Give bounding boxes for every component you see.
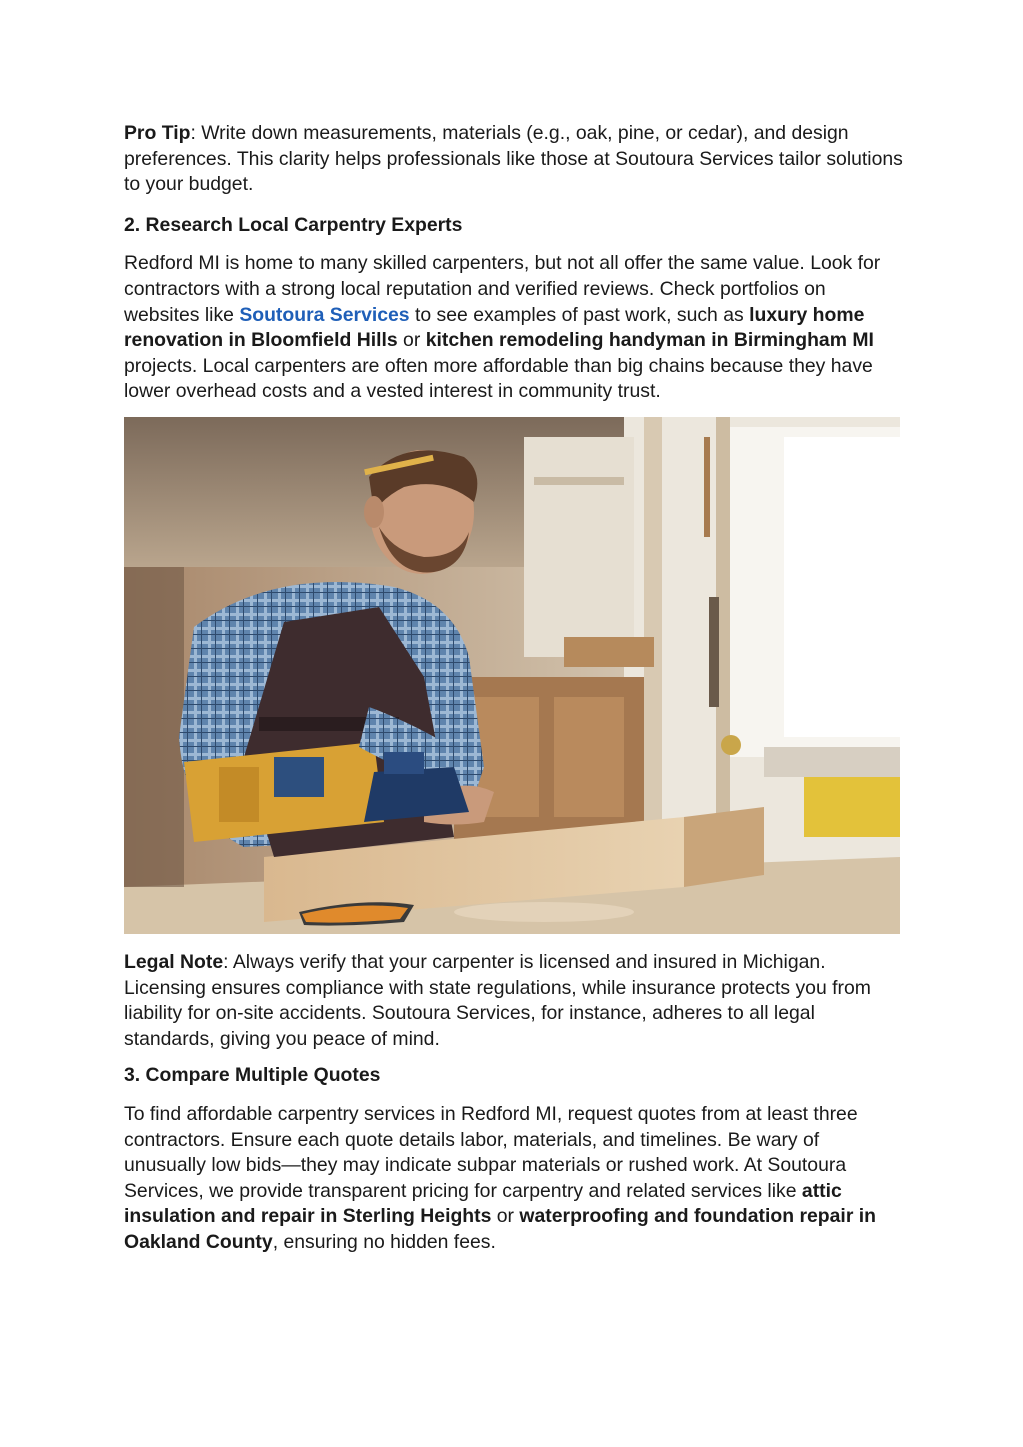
pro-tip-text: : Write down measurements, materials (e.g., oak, pine, or cedar), and design preferences. This clarity helps professionals like those at Soutoura Services tailor solutions to your budget. bbox=[124, 122, 903, 196]
section-3-text-1: To find affordable carpentry services in Redford MI, request quotes from at least three contractors. Ensure each quote details labor, materials, and timelines. Be wary of unusually low bids—they may indicate subpar materials or rushed work. At Soutoura Services, we provide transparent pricing for carpentry and related services like bbox=[124, 1102, 858, 1202]
section-3-bold-1: attic insulation and repair in Sterling Heights bbox=[124, 1179, 842, 1228]
section-2-text-1: Redford MI is home to many skilled carpenters, but not all offer the same value. Look for contractors with a strong local reputation and verified reviews. Check portfolios on websites like bbox=[124, 252, 881, 326]
section-2-bold-1: luxury home renovation in Bloomfield Hills bbox=[124, 303, 865, 352]
section-3-text-3: , ensuring no hidden fees. bbox=[272, 1230, 496, 1253]
section-2-text-4: projects. Local carpenters are often more affordable than big chains because they have lower overhead costs and a vested interest in community trust. bbox=[124, 354, 873, 403]
pro-tip-label: Pro Tip bbox=[124, 122, 191, 144]
pro-tip-paragraph bbox=[124, 121, 904, 198]
section-3-text-2: or bbox=[491, 1205, 520, 1228]
section-2-heading: 2. Research Local Carpentry Experts bbox=[124, 213, 463, 236]
section-2-text-3: or bbox=[397, 329, 426, 352]
section-3-heading: 3. Compare Multiple Quotes bbox=[124, 1064, 381, 1087]
section-2-paragraph bbox=[124, 251, 904, 405]
section-3-paragraph bbox=[124, 1102, 904, 1256]
legal-note-paragraph bbox=[124, 950, 904, 1052]
section-2-bold-2: kitchen remodeling handyman in Birmingham MI bbox=[425, 329, 874, 352]
soutoura-services-link[interactable]: Soutoura Services bbox=[239, 303, 410, 326]
legal-note-text: : Always verify that your carpenter is licensed and insured in Michigan. Licensing ensures compliance with state regulations, while insurance protects you from liability for on-site accidents. Soutoura Services, for instance, adheres to all legal standards, giving you peace of mind. bbox=[124, 950, 871, 1050]
legal-note-label: Legal Note bbox=[124, 950, 224, 973]
carpenter-photo bbox=[124, 417, 900, 934]
document-page bbox=[124, 121, 904, 1255]
section-3-bold-2: waterproofing and foundation repair in Oakland County bbox=[124, 1205, 876, 1253]
section-2-text-2: to see examples of past work, such as bbox=[409, 303, 750, 326]
